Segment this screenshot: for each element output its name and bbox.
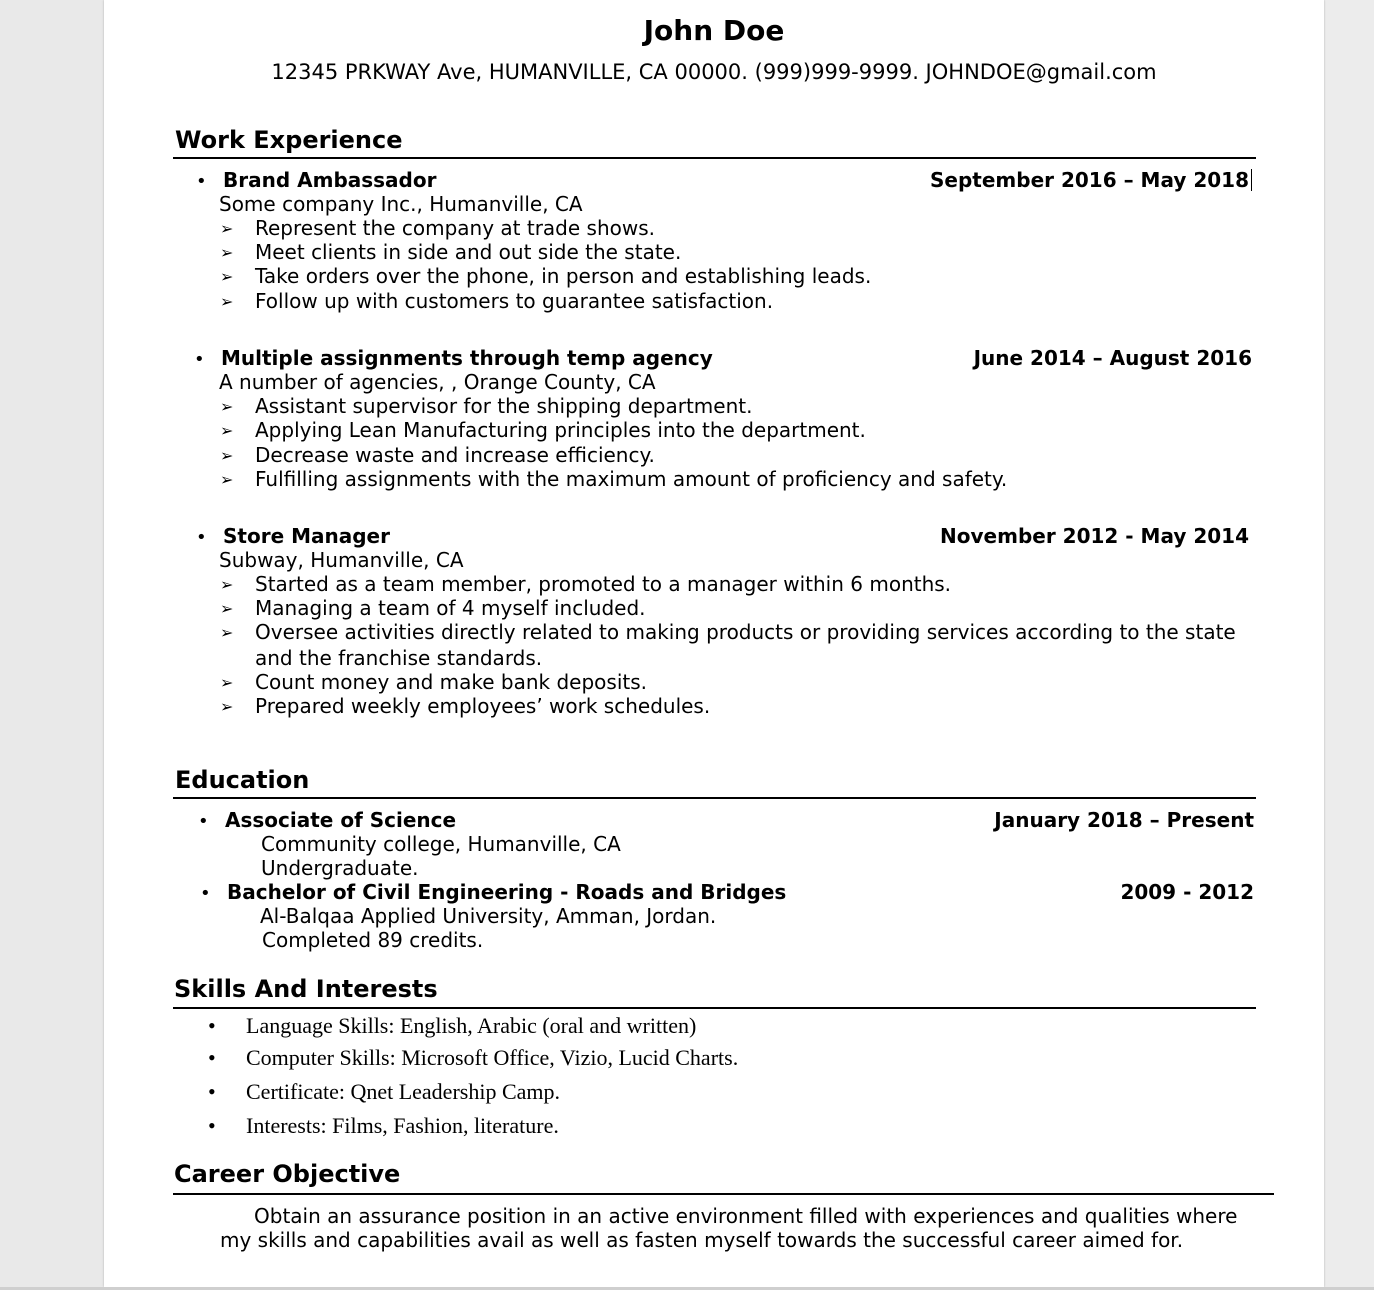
arrow-bullet-icon: ➢ <box>220 673 234 692</box>
job-duty: Started as a team member, promoted to a manager within 6 months. <box>255 572 952 596</box>
bullet-dot-icon: • <box>198 811 209 832</box>
skills-rule <box>173 1007 1256 1009</box>
job-dates: September 2016 – May 2018 <box>930 168 1252 192</box>
degree-dates: 2009 - 2012 <box>1120 880 1254 904</box>
arrow-bullet-icon: ➢ <box>220 219 234 238</box>
degree-detail: Community college, Humanville, CA <box>261 832 621 856</box>
bullet-dot-icon: • <box>194 349 205 370</box>
bullet-dot-icon: • <box>208 1045 216 1070</box>
arrow-bullet-icon: ➢ <box>220 292 234 311</box>
job-duty: Fulfilling assignments with the maximum amount of proficiency and safety. <box>255 467 1008 491</box>
objective-text-line: Obtain an assurance position in an active environment filled with experiences and qualities where <box>254 1204 1238 1228</box>
arrow-bullet-icon: ➢ <box>220 421 234 440</box>
window-margin-right <box>1324 0 1374 1287</box>
degree-title: Bachelor of Civil Engineering - Roads and Bridges <box>227 880 787 904</box>
bullet-dot-icon: • <box>200 883 211 904</box>
arrow-bullet-icon: ➢ <box>220 446 234 465</box>
education-heading: Education <box>175 766 310 794</box>
skills-heading: Skills And Interests <box>174 975 438 1003</box>
bullet-dot-icon: • <box>196 527 207 548</box>
job-duty: Take orders over the phone, in person and establishing leads. <box>255 264 872 288</box>
career-objective-heading: Career Objective <box>174 1160 401 1188</box>
skill-item: Language Skills: English, Arabic (oral and written) <box>246 1013 697 1038</box>
education-rule <box>173 797 1256 799</box>
degree-detail: Undergraduate. <box>261 856 419 880</box>
work-experience-rule <box>173 157 1256 159</box>
work-experience-heading: Work Experience <box>175 126 403 154</box>
job-duty: Represent the company at trade shows. <box>255 216 655 240</box>
degree-detail: Completed 89 credits. <box>262 928 484 952</box>
arrow-bullet-icon: ➢ <box>220 575 234 594</box>
job-duty: Assistant supervisor for the shipping department. <box>255 394 753 418</box>
job-duty: Applying Lean Manufacturing principles into the department. <box>255 418 866 442</box>
job-duty: Decrease waste and increase efficiency. <box>255 443 655 467</box>
document-page[interactable] <box>104 0 1324 1287</box>
job-organization: A number of agencies, , Orange County, CA <box>219 370 656 394</box>
arrow-bullet-icon: ➢ <box>220 623 234 642</box>
skill-item: Certificate: Qnet Leadership Camp. <box>246 1079 560 1104</box>
job-title: Brand Ambassador <box>223 168 437 192</box>
skill-item: Interests: Films, Fashion, literature. <box>246 1113 559 1138</box>
bullet-dot-icon: • <box>196 171 207 192</box>
job-duty: Meet clients in side and out side the state. <box>255 240 682 264</box>
arrow-bullet-icon: ➢ <box>220 243 234 262</box>
arrow-bullet-icon: ➢ <box>220 397 234 416</box>
bullet-dot-icon: • <box>208 1079 216 1104</box>
text-cursor <box>1251 169 1252 191</box>
career-objective-rule <box>173 1193 1274 1195</box>
bullet-dot-icon: • <box>208 1013 216 1038</box>
arrow-bullet-icon: ➢ <box>220 470 234 489</box>
job-duty: Count money and make bank deposits. <box>255 670 647 694</box>
degree-dates: January 2018 – Present <box>994 808 1254 832</box>
job-organization: Some company Inc., Humanville, CA <box>219 192 583 216</box>
job-dates: June 2014 – August 2016 <box>973 346 1252 370</box>
job-duty: Follow up with customers to guarantee satisfaction. <box>255 289 774 313</box>
job-duty-continued: and the franchise standards. <box>255 646 543 670</box>
resume-name: John Doe <box>643 14 785 47</box>
bullet-dot-icon: • <box>208 1113 216 1138</box>
job-duty: Managing a team of 4 myself included. <box>255 596 646 620</box>
job-duty: Oversee activities directly related to making products or providing services according to the state <box>255 620 1236 644</box>
job-title: Store Manager <box>223 524 390 548</box>
job-dates: November 2012 - May 2014 <box>940 524 1249 548</box>
objective-text-line: my skills and capabilities avail as well as fasten myself towards the successful career aimed for. <box>220 1228 1184 1252</box>
degree-detail: Al-Balqaa Applied University, Amman, Jordan. <box>260 904 717 928</box>
degree-title: Associate of Science <box>225 808 457 832</box>
skill-item: Computer Skills: Microsoft Office, Vizio, Lucid Charts. <box>246 1045 739 1070</box>
job-duty: Prepared weekly employees’ work schedules. <box>255 694 711 718</box>
job-organization: Subway, Humanville, CA <box>219 548 464 572</box>
arrow-bullet-icon: ➢ <box>220 599 234 618</box>
contact-line: 12345 PRKWAY Ave, HUMANVILLE, CA 00000. (999)999-9999. JOHNDOE@gmail.com <box>271 60 1157 84</box>
arrow-bullet-icon: ➢ <box>220 267 234 286</box>
arrow-bullet-icon: ➢ <box>220 697 234 716</box>
job-title: Multiple assignments through temp agency <box>221 346 713 370</box>
